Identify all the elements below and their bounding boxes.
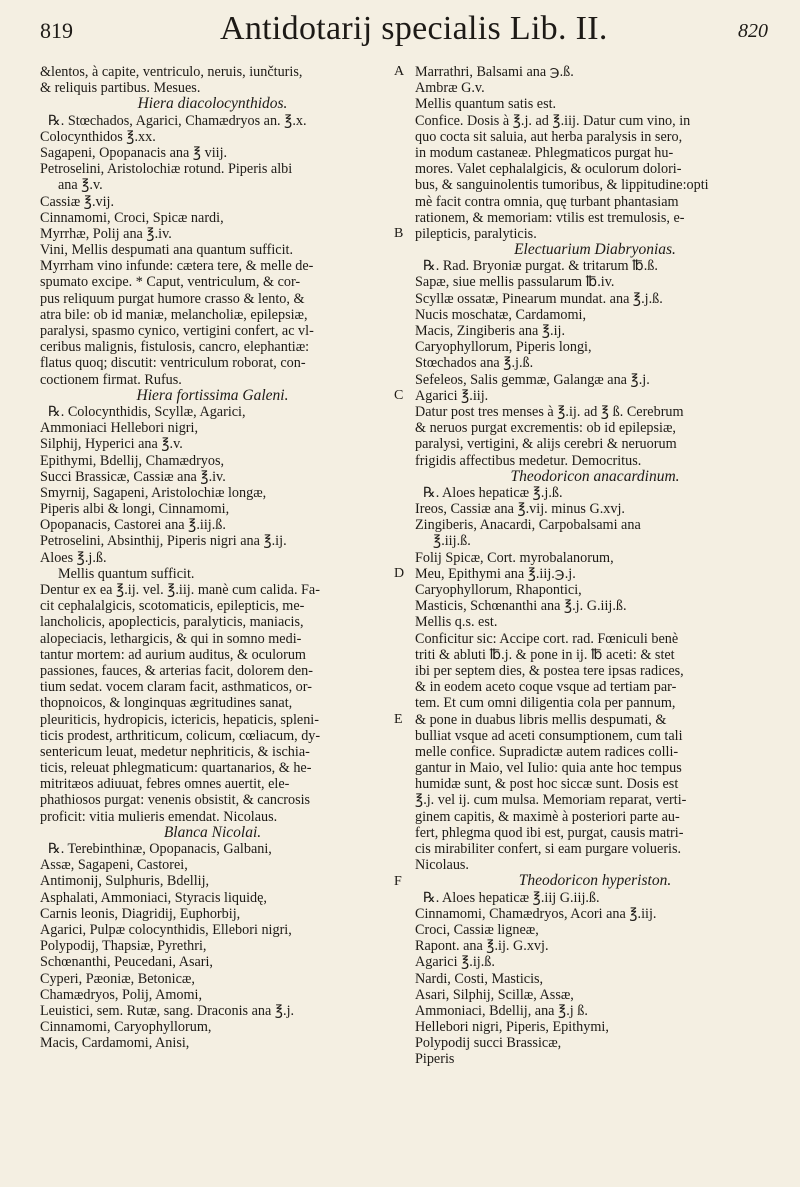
- text-line: Macis, Cardamomi, Anisi,: [40, 1035, 190, 1052]
- text-line: Scyllæ ossatæ, Pinearum mundat. ana ℥.j.ß.: [415, 290, 663, 307]
- text-line: ticis, releuat phlegmaticum: quartanarios, & he-: [40, 760, 312, 777]
- page-number-right: 820: [738, 20, 768, 42]
- text-line: ceribus malignis, fistulosis, cancro, elephantiæ:: [40, 339, 310, 356]
- text-line: tium sedat. vocem claram facit, asthmaticos, or-: [40, 679, 312, 696]
- text-line: quo cocta sit saluia, aut herba paralysis in sero,: [415, 128, 683, 145]
- text-line: ℞. Colocynthidis, Scyllæ, Agarici,: [48, 403, 246, 420]
- text-line: Marrathri, Balsami ana ℈.ß.: [415, 64, 574, 80]
- text-line: Petroselini, Absinthij, Piperis nigri ana ℥.ij.: [40, 533, 287, 550]
- text-line: Nardi, Costi, Masticis,: [415, 970, 544, 987]
- margin-letter: E: [394, 712, 403, 727]
- page-number-left: 819: [40, 18, 73, 43]
- text-line: proficit: vitia mulieris emendat. Nicolaus.: [40, 808, 278, 825]
- text-line: Croci, Cassiæ ligneæ,: [415, 921, 539, 938]
- text-line: Polypodij, Thapsiæ, Pyrethri,: [40, 938, 207, 955]
- text-line: spumato excipe. * Caput, ventriculum, & cor-: [40, 274, 301, 291]
- text-line: pilepticis, paralyticis.: [415, 225, 537, 242]
- text-line: Meu, Epithymi ana ℥.iij.℈.j.: [415, 565, 576, 582]
- text-line: atra bile: ob id maniæ, melancholiæ, epilepsiæ,: [40, 306, 308, 323]
- text-line: Smyrnij, Sagapeni, Aristolochiæ longæ,: [40, 484, 267, 501]
- text-line: Ambræ G.v.: [415, 80, 485, 97]
- running-title: Antidotarij specialis Lib. II.: [220, 10, 608, 47]
- recipe-title: Electuarium Diabryonias.: [514, 242, 676, 259]
- text-line: Agarici ℥.iij.: [415, 387, 489, 404]
- text-line: Nicolaus.: [415, 857, 469, 874]
- margin-letter: B: [394, 226, 404, 241]
- text-line: &lentos, à capite, ventriculo, neruis, iunčturis,: [40, 64, 303, 80]
- text-line: ℞. Aloes hepaticæ ℥.iij G.iij.ß.: [423, 889, 600, 906]
- text-line: ℞. Terebinthinæ, Opopanacis, Galbani,: [48, 841, 272, 857]
- margin-letter: A: [394, 64, 405, 79]
- text-line: ℥.j. vel ij. cum mulsa. Memoriam reparat, verti-: [415, 792, 687, 809]
- text-line: Vini, Mellis despumati ana quantum sufficit.: [40, 242, 294, 259]
- text-line: Cyperi, Pæoniæ, Betonicæ,: [40, 970, 195, 987]
- text-line: Confice. Dosis à ℥.j. ad ℥.iij. Datur cum vino, in: [415, 112, 691, 129]
- text-line: Caryophyllorum, Piperis longi,: [415, 339, 592, 356]
- text-line: Agarici, Pulpæ colocynthidis, Ellebori nigri,: [40, 921, 292, 938]
- text-line: Nucis moschatæ, Cardamomi,: [415, 306, 587, 323]
- text-line: Hellebori nigri, Piperis, Epithymi,: [415, 1019, 609, 1036]
- text-line: ℞. Stœchados, Agarici, Chamædryos an. ℥.x.: [48, 112, 307, 129]
- text-line: Asari, Silphij, Scillæ, Assæ,: [415, 986, 574, 1003]
- text-line: coctionem firmat. Rufus.: [40, 371, 182, 388]
- margin-letters: [386, 64, 414, 1164]
- text-line: Polypodij succi Brassicæ,: [415, 1035, 562, 1052]
- text-line: Zingiberis, Anacardi, Carpobalsami ana: [415, 517, 641, 534]
- text-line: Ireos, Cassiæ ana ℥.vij. minus G.xvj.: [415, 501, 625, 518]
- text-line: Succi Brassicæ, Cassiæ ana ℥.iv.: [40, 468, 226, 485]
- text-line: Agarici ℥.ij.ß.: [415, 954, 495, 971]
- text-line: Cinnamomi, Chamædryos, Acori ana ℥.iij.: [415, 905, 657, 922]
- text-line: Leuistici, sem. Rutæ, sang. Draconis ana ℥.j.: [40, 1002, 295, 1019]
- text-line: Cassiæ ℥.vij.: [40, 193, 115, 210]
- text-line: ℞. Rad. Bryoniæ purgat. & tritarum ℔.ß.: [423, 258, 658, 275]
- text-line: Mellis quantum sufficit.: [58, 565, 195, 582]
- text-line: Piperis: [415, 1051, 455, 1068]
- text-line: pus reliquum purgat humore crasso & lento, &: [40, 290, 305, 307]
- text-line: Mellis quantum satis est.: [415, 96, 557, 113]
- text-line: fert, phlegma quod ibi est, purgat, causis matri-: [415, 824, 684, 841]
- text-line: Caryophyllorum, Rhapontici,: [415, 582, 582, 598]
- text-line: & reliquis partibus. Mesues.: [40, 80, 201, 97]
- text-line: Silphij, Hyperici ana ℥.v.: [40, 436, 183, 453]
- text-line: Sagapeni, Opopanacis ana ℥ viij.: [40, 144, 228, 161]
- text-line: phathiosos purgat: venenis obsistit, & cancrosis: [40, 792, 311, 809]
- page-header: [40, 10, 772, 62]
- recipe-title: Theodoricon hyperiston.: [518, 873, 672, 890]
- text-line: & in eodem aceto coque vsque ad tertiam par-: [415, 679, 677, 696]
- text-line: passiones, fauces, & arterias facit, dolorem den-: [40, 662, 314, 679]
- text-line: bus, & sanguinolentis tumoribus, & lippitudine:opti: [415, 177, 709, 194]
- text-line: frigidis affectibus medetur. Democritus.: [415, 452, 642, 469]
- text-line: Dentur ex ea ℥.ij. vel. ℥.iij. manè cum calida. Fa-: [40, 582, 320, 598]
- text-line: ana ℥.v.: [58, 177, 103, 194]
- text-line: Schœnanthi, Peucedani, Asari,: [40, 954, 213, 971]
- text-line: ℞. Aloes hepaticæ ℥.j.ß.: [423, 484, 563, 501]
- text-line: paralysi, spasmo cynico, vertigini confert, ac vl-: [40, 323, 314, 339]
- text-line: Assæ, Sagapeni, Castorei,: [40, 857, 188, 874]
- text-line: ticis prodest, arthriticum, colicum, cœliacum, dy-: [40, 727, 321, 744]
- text-line: triti & abluti ℔.j. & pone in ij. ℔ aceti: & stet: [415, 646, 675, 663]
- right-column: [415, 64, 775, 1068]
- text-line: in modum castaneæ. Phlegmaticos purgat hu-: [415, 144, 674, 161]
- text-line: Cinnamomi, Caryophyllorum,: [40, 1019, 212, 1036]
- recipe-title: Hiera fortissima Galeni.: [136, 387, 289, 404]
- recipe-title: Blanca Nicolai.: [163, 824, 262, 841]
- text-line: gantur in Maio, vel Iulio: quia ante hoc tempus: [415, 760, 682, 777]
- text-line: Chamædryos, Polij, Amomi,: [40, 986, 202, 1003]
- text-line: Aloes ℥.j.ß.: [40, 549, 107, 566]
- text-line: ibi per septem dies, & postea tere ipsas radices,: [415, 662, 684, 679]
- text-line: Stœchados ana ℥.j.ß.: [415, 355, 534, 372]
- text-line: Myrrhæ, Polij ana ℥.iv.: [40, 225, 172, 242]
- text-line: paralysi, vertigini, & alijs cerebri & neruorum: [415, 436, 677, 453]
- margin-letter: C: [394, 388, 404, 403]
- text-line: alopeciacis, lethargicis, & qui in somno medi-: [40, 630, 302, 647]
- text-line: Sapæ, siue mellis passularum ℔.iv.: [415, 274, 615, 291]
- text-line: melle confice. Supradictæ autem radices colli-: [415, 743, 679, 760]
- text-line: mitritæos adiuuat, febres omnes auertit, ele-: [40, 776, 290, 793]
- text-line: Myrrham vino infunde: cætera tere, & melle de-: [40, 258, 314, 275]
- text-line: Antimonij, Sulphuris, Bdellij,: [40, 873, 210, 890]
- text-line: Piperis albi & longi, Cinnamomi,: [40, 501, 230, 518]
- text-line: thopnoicos, & longinquas ægritudines sanat,: [40, 695, 293, 712]
- text-line: Colocynthidos ℥.xx.: [40, 128, 156, 145]
- text-line: ℥.iij.ß.: [433, 533, 471, 550]
- text-line: Conficitur sic: Accipe cort. rad. Fœniculi benè: [415, 630, 679, 647]
- text-line: Cinnamomi, Croci, Spicæ nardi,: [40, 209, 224, 226]
- text-line: Epithymi, Bdellij, Chamædryos,: [40, 452, 225, 469]
- text-line: mores. Valet cephalalgicis, & oculorum dolori-: [415, 161, 682, 178]
- text-line: Folij Spicæ, Cort. myrobalanorum,: [415, 549, 614, 566]
- text-line: bulliat vsque ad aceti consumptionem, cum tali: [415, 727, 683, 744]
- recipe-title: Theodoricon anacardinum.: [510, 468, 680, 485]
- text-line: Opopanacis, Castorei ana ℥.iij.ß.: [40, 517, 226, 534]
- left-column: [40, 64, 385, 1051]
- recipe-title: Hiera diacolocynthidos.: [137, 96, 288, 113]
- text-line: pleuriticis, hydropicis, ictericis, hepaticis, spleni-: [40, 711, 319, 728]
- text-line: Rapont. ana ℥.ij. G.xvj.: [415, 938, 549, 955]
- text-line: humidæ sunt, & post hoc siccæ sunt. Dosis est: [415, 776, 679, 793]
- text-line: Petroselini, Aristolochiæ rotund. Piperis albi: [40, 161, 293, 178]
- text-line: Ammoniaci Hellebori nigri,: [40, 420, 198, 437]
- text-line: Sefeleos, Salis gemmæ, Galangæ ana ℥.j.: [415, 371, 650, 388]
- text-line: cit cephalalgicis, scotomaticis, epilepticis, me-: [40, 598, 305, 615]
- text-line: Macis, Zingiberis ana ℥.ij.: [415, 323, 566, 339]
- text-line: Masticis, Schœnanthi ana ℥.j. G.iij.ß.: [415, 598, 627, 615]
- text-line: rationem, & memoriam: vtilis est tremulosis, e-: [415, 209, 685, 226]
- text-line: flatus quoq; discutit: ventriculum roborat, con-: [40, 355, 306, 372]
- text-line: sentericum leuat, medetur nephriticis, & ischia-: [40, 743, 310, 760]
- text-line: tantur mortem: ad aurium auditus, & oculorum: [40, 646, 306, 663]
- text-line: ginem capitis, & maximè à posteriori parte au-: [415, 808, 680, 825]
- text-line: Ammoniaci, Bdellij, ana ℥.j ß.: [415, 1002, 588, 1019]
- text-line: Carnis leonis, Diagridij, Euphorbij,: [40, 905, 241, 922]
- text-line: cis mirabiliter confert, si eam purgare volueris.: [415, 841, 682, 857]
- text-line: Asphalati, Ammoniaci, Styracis liquidę,: [40, 889, 267, 906]
- text-line: Datur post tres menses à ℥.ij. ad ℥ ß. Cerebrum: [415, 403, 684, 420]
- margin-letter: D: [394, 566, 405, 582]
- text-line: Mellis q.s. est.: [415, 614, 498, 631]
- text-line: & pone in duabus libris mellis despumati, &: [415, 711, 667, 728]
- text-line: tem. Et cum omni diligentia cola per pannum,: [415, 695, 676, 712]
- text-line: lancholicis, apoplecticis, paralyticis, maniacis,: [40, 614, 304, 631]
- margin-letter: F: [394, 874, 402, 889]
- text-line: mè facit contra omnia, quę turbant phantasiam: [415, 193, 679, 210]
- text-line: & neruos purgat excrementis: ob id epilepsiæ,: [415, 420, 676, 437]
